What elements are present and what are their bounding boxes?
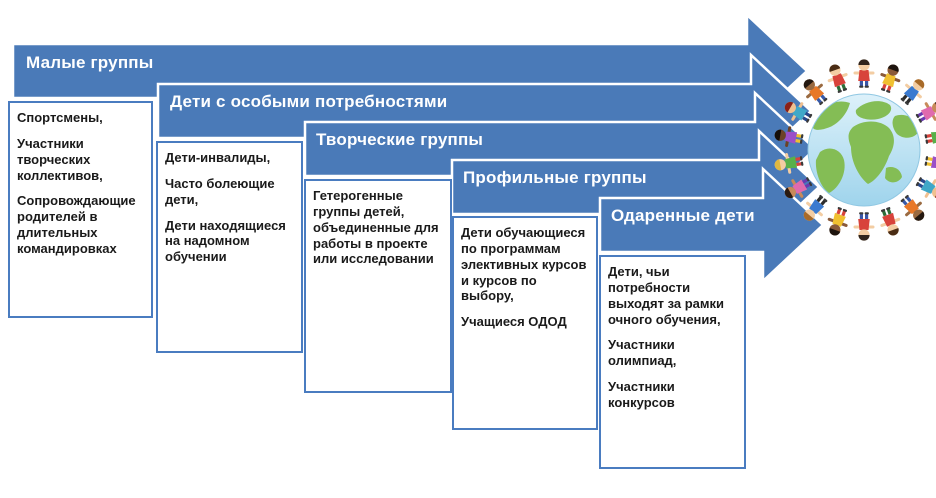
group-1-item: Участники творческих коллективов, — [17, 135, 103, 183]
group-2-item: Дети находящиеся на надомном обучении — [165, 217, 286, 265]
group-5-item: Участники конкурсов — [608, 379, 675, 411]
group-2-item: Часто болеющие дети, — [165, 175, 275, 207]
group-5-box — [599, 255, 746, 469]
group-5-item: Дети, чьи потребности выходят за рамки очного обучения, — [608, 264, 725, 327]
banner-5-label: Одаренные дети — [611, 206, 755, 225]
banner-1-label: Малые группы — [26, 53, 154, 72]
group-5-item: Участники олимпиад, — [608, 337, 677, 369]
group-1-box — [8, 101, 153, 318]
group-1-item: Спортсмены, — [17, 110, 103, 125]
group-3-item: Гетерогенные группы детей, объединенные для работы в проекте или исследовании — [313, 188, 439, 267]
banner-2-label: Дети с особыми потребностями — [170, 92, 448, 111]
group-2-box — [156, 141, 303, 353]
group-1-item: Сопровождающие родителей в длительных командировках — [17, 193, 136, 257]
banner-3-label: Творческие группы — [316, 130, 484, 149]
group-3-box — [304, 179, 452, 393]
group-4-item: Дети обучающиеся по программам элективных курсов и курсов по выбору, — [461, 225, 587, 304]
group-2-item: Дети-инвалиды, — [165, 150, 271, 165]
globe-icon — [808, 94, 920, 206]
group-4-item: Учащиеся ОДОД — [461, 314, 567, 330]
group-4-box — [452, 216, 598, 430]
banner-4-label: Профильные группы — [463, 168, 647, 187]
